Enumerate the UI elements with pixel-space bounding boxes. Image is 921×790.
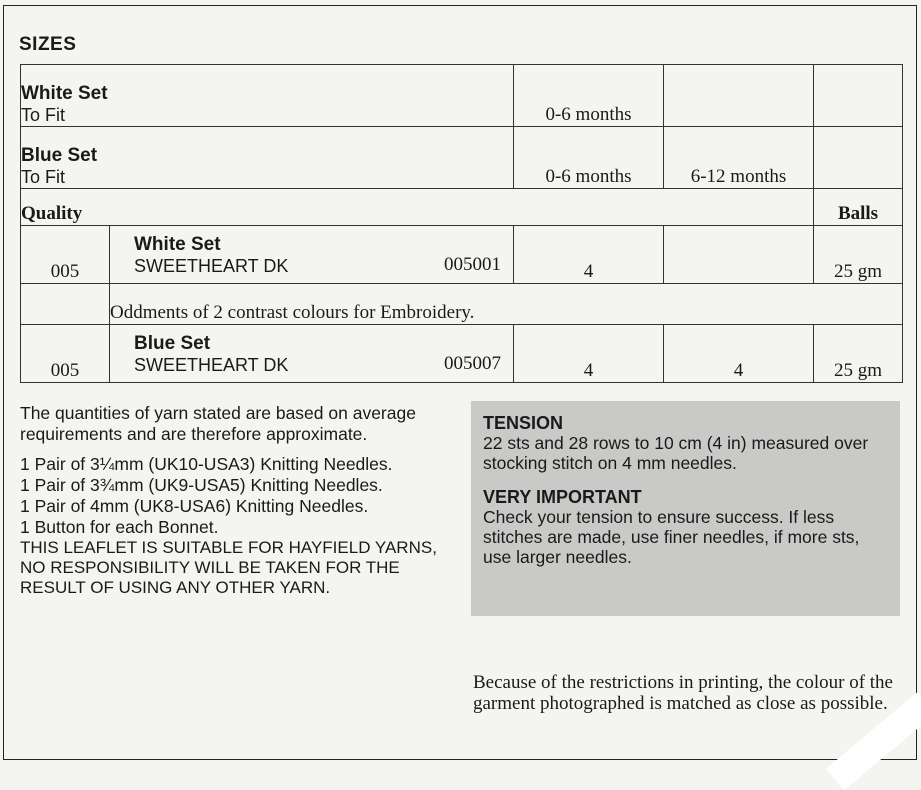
white-set-label-cell xyxy=(21,65,514,127)
blue-set-subtitle: To Fit xyxy=(21,167,66,187)
sizes-table xyxy=(20,64,903,383)
white-yarn-qty-2 xyxy=(664,226,814,284)
yarn-disclaimer: THIS LEAFLET IS SUITABLE FOR HAYFIELD YARNS, NO RESPONSIBILITY WILL BE TAKEN FOR THE RESULT OF USING ANY OTHER YARN. xyxy=(20,538,437,597)
white-yarn-name: SWEETHEART DK xyxy=(134,256,289,276)
needles-list xyxy=(20,454,460,538)
needle-item: 1 Pair of 3¼mm (UK10-USA3) Knitting Needles. xyxy=(20,454,393,474)
blue-set-label-cell xyxy=(21,127,514,189)
white-yarn-row xyxy=(21,226,903,284)
blue-yarn-row xyxy=(21,325,903,383)
oddments-row xyxy=(21,284,903,325)
tension-text: 22 sts and 28 rows to 10 cm (4 in) measured over stocking stitch on 4 mm needles. xyxy=(483,433,869,473)
tension-box xyxy=(471,401,900,616)
quantities-note: The quantities of yarn stated are based on average requirements and are therefore approximate. xyxy=(20,403,416,444)
balls-label: Balls xyxy=(814,189,903,226)
white-yarn-qty-1: 4 xyxy=(514,226,664,284)
white-set-size-row xyxy=(21,65,903,127)
white-yarn-code: 005 xyxy=(21,226,110,284)
white-yarn-cell xyxy=(110,226,514,284)
blue-yarn-name: SWEETHEART DK xyxy=(134,355,289,375)
print-note: Because of the restrictions in printing, the colour of the garment photographed is matched as close as possible. xyxy=(473,672,893,714)
blue-set-title: Blue Set xyxy=(21,145,98,166)
blue-yarn-weight: 25 gm xyxy=(814,325,903,383)
quality-label: Quality xyxy=(21,189,814,226)
white-set-size-blank xyxy=(814,65,903,127)
white-yarn-title: White Set xyxy=(134,234,221,255)
oddments-blank xyxy=(21,284,110,325)
blue-yarn-cell xyxy=(110,325,514,383)
blue-yarn-qty-1: 4 xyxy=(514,325,664,383)
important-text: Check your tension to ensure success. If less stitches are made, use finer needles, if more sts, use larger needles. xyxy=(483,507,860,567)
oddments-note: Oddments of 2 contrast colours for Embroidery. xyxy=(110,284,903,325)
white-set-size-1: 0-6 months xyxy=(514,65,664,127)
tension-heading: TENSION xyxy=(483,413,564,433)
blue-yarn-qty-2: 4 xyxy=(664,325,814,383)
sizes-heading: SIZES xyxy=(19,34,77,55)
blue-set-size-2: 6-12 months xyxy=(664,127,814,189)
important-heading: VERY IMPORTANT xyxy=(483,487,642,507)
blue-set-size-row xyxy=(21,127,903,189)
blue-set-size-1: 0-6 months xyxy=(514,127,664,189)
white-set-size-2 xyxy=(664,65,814,127)
white-set-title: White Set xyxy=(21,83,108,104)
needle-item: 1 Pair of 3¾mm (UK9-USA5) Knitting Needles. xyxy=(20,475,383,495)
materials-section xyxy=(20,403,460,607)
button-item: 1 Button for each Bonnet. xyxy=(20,517,219,537)
blue-yarn-code: 005 xyxy=(21,325,110,383)
needle-item: 1 Pair of 4mm (UK8-USA6) Knitting Needles. xyxy=(20,496,369,516)
quality-header-row xyxy=(21,189,903,226)
white-yarn-weight: 25 gm xyxy=(814,226,903,284)
blue-yarn-shade: 005007 xyxy=(444,353,501,374)
blue-yarn-title: Blue Set xyxy=(134,333,211,354)
white-yarn-shade: 005001 xyxy=(444,254,501,275)
blue-set-size-blank xyxy=(814,127,903,189)
white-set-subtitle: To Fit xyxy=(21,105,66,125)
